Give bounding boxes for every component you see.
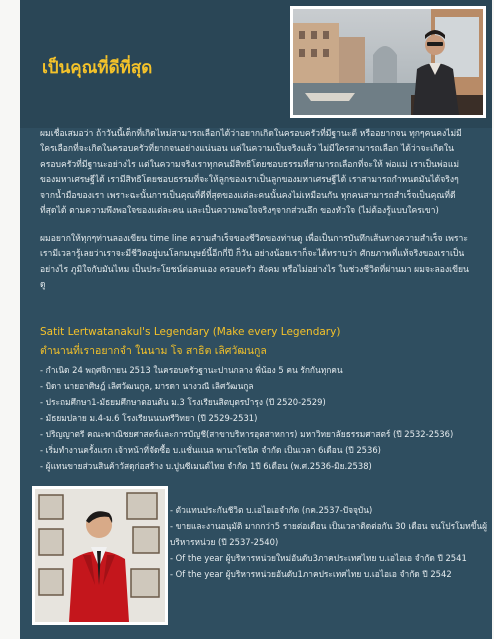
career-item: - Of the year ผู้บริหารหน่วยอันดับ1ภาคประเทศไทย บ.เอไอเอ จำกัด ปี 2542 <box>170 569 452 579</box>
bio-item: - บิดา นายอาศิษฎ์ เลิศวัฒนกูล, มารดา นางวณี เลิศวัฒนกูล <box>40 381 254 391</box>
intro-paragraph: ผมเชื่อเสมอว่า ถ้าวันนี้เด็กที่เกิดไหม่สามารถเลือกได้ว่าอยากเกิดในครอบครัวที่มีฐานะดี หรืออยากจน ทุกๆคนคงไม่มีใครเลือกที่จะเกิดในครอบครัวที่ยากจนอย่างแน่นอน แต่ในความเป็นจริงแล้ว ไม่มีใครสามารถเลือก ได้ว่าจะเกิดในครอบครัวที่มีฐานะอย่างไร แต่ในความจริงเราทุกคนมีสิทธิโดยชอบธรรมที่สามารถเลือกที่จะให้ พ่อแม่ เราเป็นพ่อแม่ของมหาเศรษฐีได้ เรามีสิทธิโดยชอบธรรมที่จะให้ลูกของเราเป็นลูกของมหาเศรษฐีได้ เราสามารถกำหนดมันได้จริงๆจากน้ำมือของเรา เพราะฉะนั้นการเป็นคุณที่ดีที่สุดของแต่ละคนนั้นคงไม่เหมือนกัน ทุกคนสามารถสำเร็จเป็นคุณที่ดีที่สุดได้ ตามความพึงพอใจของแต่ละคน และเป็นความพอใจจริงๆจากส่วนลึก ของหัวใจ (ไม่ต้องรู้แบบใครเขา) <box>40 129 462 217</box>
bio-item: - ผู้แทนขายส่วนสินค้าวัสดุก่อสร้าง บ.ปูนซีเมนต์ไทย จำกัด 1ปี 6เดือน (พ.ศ.2536-มิย.2538) <box>40 461 372 471</box>
bio-list <box>40 362 480 474</box>
timeline-paragraph: ผมอยากให้ทุกๆท่านลองเขียน time line ความสำเร็จของชีวิตของท่านดู เพื่อเป็นการบันทึกเส้นทางความสำเร็จ เพราะเรามีเวลารู้เลยว่าเราจะมีชีวิตอยู่บนโลกมนุษย์นี้อีกกี่ปี ก็วัน อย่างน้อยเราก็จะได้ทราบว่า ศักยภาพที่แท้จริงของเราเป็นอย่างไร ภูมิใจกับมันไหม เป็นประโยชน์ต่อตนเอง ครอบครัว สังคม หรือไม่อย่างไร ในช่วงชีวิตที่ผ่านมา ผมจะลองเขียนดู <box>40 234 469 291</box>
legendary-subtitle-th: ตำนานที่เราอยากจำ ในนาม โจ สาธิต เลิศวัฒนกูล <box>40 345 267 357</box>
legendary-subtitle-en: Satit Lertwatanakul's Legendary (Make every Legendary) <box>40 326 341 338</box>
title-band <box>20 0 492 128</box>
career-item: - Of the year ผู้บริหารหน่วยใหม่อันดับ3ภาคประเทศไทย บ.เอไอเอ จำกัด ปี 2541 <box>170 553 467 563</box>
career-item: - ตัวแทนประกันชีวิต บ.เอไอเอจำกัด (กค.2537-ปัจจุบัน) <box>170 505 373 515</box>
document-page <box>20 0 492 639</box>
portrait-photo <box>32 486 168 625</box>
career-list <box>170 502 488 582</box>
hero-photo <box>290 6 486 118</box>
bio-item: - กำเนิด 24 พฤศจิกายน 2513 ในครอบครัวฐานะปานกลาง พี่น้อง 5 คน รักกันทุกคน <box>40 365 343 375</box>
red-jacket-portrait <box>35 489 165 622</box>
bio-item: - มัธยมปลาย ม.4-ม.6 โรงเรียนนนทรีวิทยา (ปี 2529-2531) <box>40 413 258 423</box>
venice-portrait-photo <box>293 9 483 115</box>
bio-item: - ปริญญาตรี คณะพาณิชยศาสตร์และการบัญชี(สาขาบริหารอุตสาหการ) มหาวิทยาลัยธรรมศาสตร์ (ปี 2532-2536) <box>40 429 454 439</box>
page-title: เป็นคุณที่ดีที่สุด <box>42 58 153 78</box>
bio-item: - เริ่มทำงานครั้งแรก เจ้าหน้าที่จัดซื้อ บ.แชั่นแนล พานาโซนิค จำกัด เป็นเวลา 6เดือน (ปี 2536) <box>40 445 381 455</box>
career-item: - ขายและงานอนุมัติ มากกว่า5 รายต่อเดือน เป็นเวลาติดต่อกัน 30 เดือน จนโปรโมทขึ้นผู้บริหารหน่วย (ปี 2537-2540) <box>170 521 487 547</box>
bio-item: - ประถมศึกษา1-มัธยมศึกษาตอนต้น ม.3 โรงเรียนสิตบุตรบำรุง (ปี 2520-2529) <box>40 397 326 407</box>
